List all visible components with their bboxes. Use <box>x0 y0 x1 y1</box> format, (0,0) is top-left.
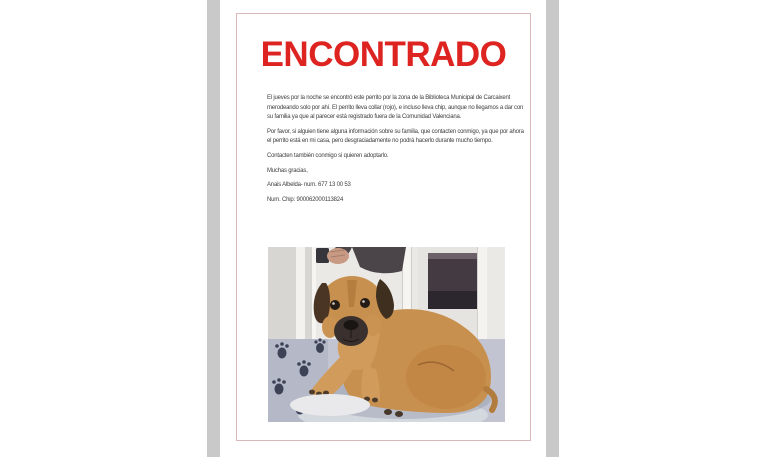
paragraph-found-description: El jueves por la noche se encontró este perrito por la zona de la Biblioteca Municipal de Carcaixent merodeando solo por ahí. El perrito lleva collar (rojo), e incluso lleva chip, aunque no llegamos a dar con su familia ya que al parecer está registrado fuera de la Comunidad Valenciana. <box>267 95 524 121</box>
paragraph-contact-request: Por favor, si alguien tiene alguna información sobre su familia, que contacten conmigo, ya que por ahora el perrito está en mi casa, pero desgraciadamente no podrá hacerlo durante mucho tiempo. <box>267 128 524 145</box>
towel <box>290 394 370 416</box>
gutter-strip-left <box>207 0 220 457</box>
dog-photo-illustration <box>268 247 505 422</box>
chip-number-line: Num. Chip: 900062000113824 <box>267 196 344 203</box>
found-dog-poster <box>236 13 531 441</box>
dog-eye-right <box>360 298 370 308</box>
poster-title: ENCONTRADO <box>260 35 507 74</box>
paragraph-thanks: Muchas gracias, <box>267 167 308 174</box>
dog-photo <box>268 247 505 422</box>
contact-name-phone-line: Anais Albelda- num. 677 13 00 53 <box>267 182 351 189</box>
dog-nose <box>344 320 359 330</box>
poster-body-text <box>267 94 527 210</box>
dog-haunch <box>406 345 486 409</box>
gutter-strip-right <box>546 0 559 457</box>
paragraph-adoption-note: Contacten también conmigo si quieren adoptarlo. <box>267 152 389 159</box>
dog-eye-left <box>330 300 340 310</box>
